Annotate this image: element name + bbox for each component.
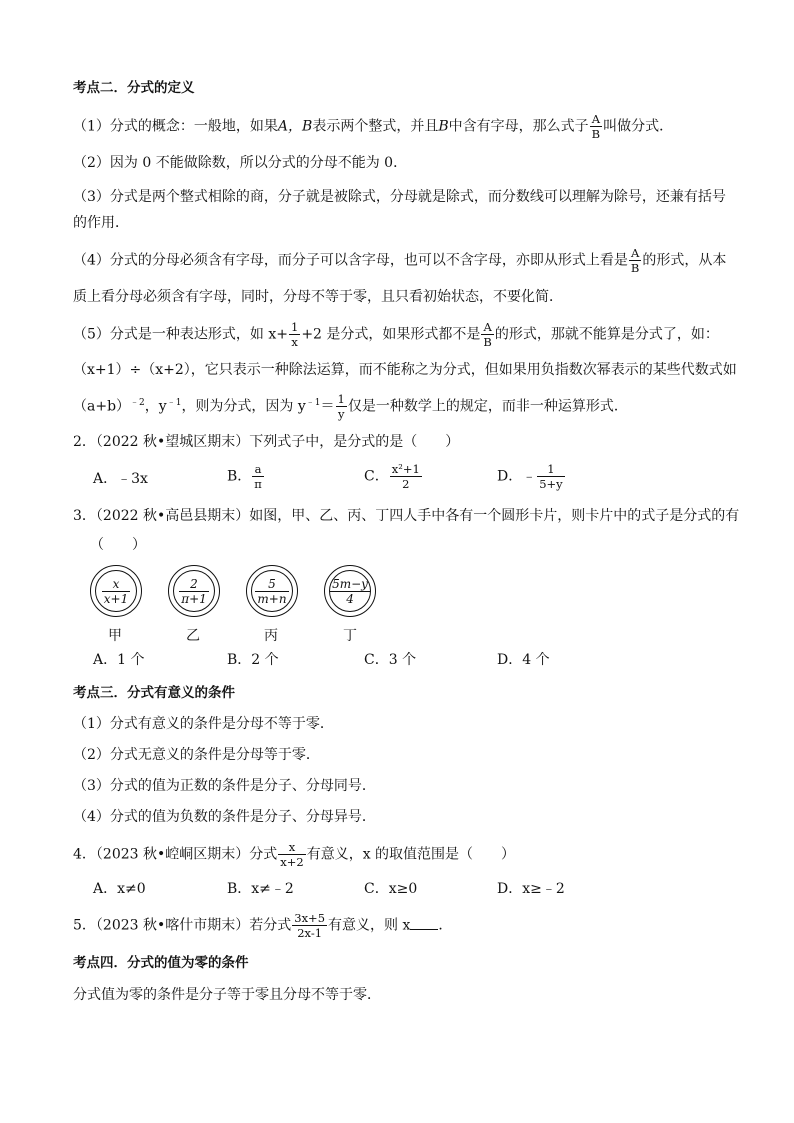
question-3-answer-paren: （ ）: [90, 537, 146, 553]
text: ＝: [320, 398, 335, 415]
question-4-option-b[interactable]: B．x≠﹣2: [227, 881, 294, 897]
text: +2 是分式，如果形式都不是: [301, 326, 481, 343]
denominator: x+1: [103, 591, 129, 606]
question-2-option-b[interactable]: [227, 463, 265, 490]
definition-paragraph-5c: [73, 393, 628, 420]
text: ，则为分式，因为 y: [181, 398, 306, 415]
denominator: 5+y: [539, 477, 563, 491]
text: B: [438, 118, 449, 135]
card-inner-circle: [95, 570, 137, 612]
question-3-option-a[interactable]: A．1 个: [93, 652, 145, 668]
text: 有意义，x 的取值范围是（ ）: [306, 846, 516, 863]
numerator: 1: [290, 320, 299, 334]
numerator: x²+1: [391, 462, 420, 476]
card-label-yi: 乙: [186, 628, 200, 644]
numerator: a: [252, 463, 264, 477]
numerator: 1: [337, 392, 345, 406]
option-label: D．﹣: [497, 468, 537, 485]
question-4-stem: [73, 841, 515, 868]
section-heading-4: 考点四．分式的值为零的条件: [73, 955, 249, 971]
fraction: [292, 912, 327, 939]
text: （a+b）: [73, 398, 131, 415]
denominator: x+2: [280, 855, 304, 869]
section-heading-3: 考点三．分式有意义的条件: [73, 685, 235, 701]
fraction: [330, 578, 370, 605]
card-circle: [324, 565, 376, 617]
text: 的形式，那就不能算是分式了，如：: [494, 326, 719, 343]
card-inner-circle: [173, 570, 215, 612]
zero-condition-paragraph: 分式值为零的条件是分子等于零且分母不等于零．: [73, 987, 381, 1003]
fraction: [590, 113, 602, 140]
question-2-option-c[interactable]: [364, 463, 423, 490]
definition-paragraph-1: [73, 113, 673, 140]
denominator: B: [591, 127, 601, 141]
numerator: x: [102, 578, 130, 592]
fraction: [629, 247, 641, 274]
condition-paragraph-3: （3）分式的值为正数的条件是分子、分母同号．: [73, 778, 376, 794]
question-4-option-d[interactable]: D．x≥﹣2: [497, 881, 565, 897]
numerator: A: [629, 247, 641, 261]
numerator: A: [481, 321, 493, 335]
definition-paragraph-4b: 质上看分母必须含有字母，同时，分母不等于零，且只看初始状态，不要化简．: [73, 289, 563, 305]
denominator: B: [630, 261, 640, 275]
question-4-option-c[interactable]: C．x≥0: [364, 881, 418, 897]
fraction: [289, 321, 300, 348]
section-heading-2: 考点二．分式的定义: [73, 80, 195, 96]
text: （4）分式的分母必须含有字母，而分子可以含字母，也可以不含字母，亦即从形式上看是: [73, 252, 628, 269]
text: ，y: [144, 398, 167, 415]
denominator: B: [483, 335, 492, 349]
text: 叫做分式．: [603, 118, 674, 135]
definition-paragraph-2: （2）因为 0 不能做除数，所以分式的分母不能为 0．: [73, 155, 408, 171]
numerator: 1: [537, 463, 564, 477]
definition-paragraph-3b: 的作用．: [73, 215, 129, 231]
question-5-stem: [73, 912, 452, 939]
denominator: π: [254, 477, 262, 491]
denominator: 2: [402, 477, 410, 491]
fraction: [537, 463, 564, 490]
fraction: [481, 321, 493, 348]
card-inner-circle: [329, 570, 371, 612]
exponent: ﹣1: [166, 397, 182, 408]
definition-paragraph-3a: （3）分式是两个整式相除的商，分子就是被除式，分母就是除式，而分数线可以理解为除号，还兼有括号: [73, 189, 726, 205]
numerator: x: [278, 841, 305, 855]
text: 仅是一种数学上的规定，而非一种运算形式．: [347, 398, 628, 415]
denominator: m+n: [257, 591, 287, 606]
numerator: 5m−y: [332, 576, 368, 591]
denominator: x: [291, 335, 298, 349]
card-label-ding: 丁: [343, 628, 357, 644]
fraction: [252, 463, 264, 490]
text: 有意义，则 x: [328, 917, 411, 934]
fraction: [336, 393, 347, 420]
question-3-option-d[interactable]: D．4 个: [497, 652, 550, 668]
question-4-option-a[interactable]: A．x≠0: [93, 881, 146, 897]
fraction: [102, 578, 130, 605]
fraction: [255, 578, 288, 605]
card-yi: [167, 565, 221, 617]
card-label-jia: 甲: [108, 628, 122, 644]
exponent: ﹣1: [305, 397, 321, 408]
denominator: y: [337, 407, 345, 421]
card-circle: [168, 565, 220, 617]
condition-paragraph-1: （1）分式有意义的条件是分母不等于零．: [73, 716, 334, 732]
card-bing: [245, 565, 299, 617]
text: 表示两个整式，并且: [312, 118, 439, 135]
question-2-stem: 2．（2022 秋•望城区期末）下列式子中，是分式的是（ ）: [73, 434, 460, 450]
text: 的形式，从本: [642, 252, 727, 269]
numerator: 2: [179, 578, 209, 592]
card-circle: [246, 565, 298, 617]
numerator: A: [590, 113, 602, 127]
definition-paragraph-5b: （x+1）÷（x+2），它只表示一种除法运算，而不能称之为分式，但如果用负指数次幂表示的某些代数式如: [73, 362, 737, 378]
question-2-option-a[interactable]: A．﹣3x: [93, 471, 148, 487]
question-3-stem: 3．（2022 秋•高邑县期末）如图，甲、乙、丙、丁四人手中各有一个圆形卡片，则卡片中的式子是分式的有: [73, 508, 740, 524]
question-3-option-c[interactable]: C．3 个: [364, 652, 417, 668]
definition-paragraph-4a: [73, 247, 726, 274]
text: 4．（2023 秋•崆峒区期末）分式: [73, 846, 278, 863]
question-2-option-d[interactable]: [497, 463, 566, 490]
denominator: 2x-1: [297, 926, 323, 940]
condition-paragraph-4: （4）分式的值为负数的条件是分子、分母异号．: [73, 809, 376, 825]
text: 5．（2023 秋•喀什市期末）若分式: [73, 917, 292, 934]
definition-paragraph-5a: [73, 321, 719, 348]
answer-blank[interactable]: [410, 915, 438, 930]
fraction: [390, 463, 422, 490]
numerator: 3x+5: [294, 911, 326, 925]
question-3-option-b[interactable]: B．2 个: [227, 652, 279, 668]
fraction: [278, 841, 305, 868]
card-ding: [323, 565, 377, 617]
card-label-bing: 丙: [264, 628, 278, 644]
text: ．: [438, 917, 453, 934]
denominator: π+1: [181, 591, 207, 606]
text: 中含有字母，那么式子: [448, 118, 589, 135]
text: A，B: [277, 118, 313, 135]
fraction: [179, 578, 209, 605]
text: （1）分式的概念：一般地，如果: [73, 118, 278, 135]
card-inner-circle: [251, 570, 293, 612]
option-label: C．: [364, 468, 389, 485]
denominator: 4: [346, 591, 354, 606]
card-jia: [89, 565, 143, 617]
text: （5）分式是一种表达形式，如 x+: [73, 326, 288, 343]
condition-paragraph-2: （2）分式无意义的条件是分母等于零．: [73, 747, 320, 763]
numerator: 5: [255, 578, 288, 592]
card-circle: [90, 565, 142, 617]
exponent: ﹣2: [130, 397, 145, 408]
option-label: B．: [227, 468, 252, 485]
